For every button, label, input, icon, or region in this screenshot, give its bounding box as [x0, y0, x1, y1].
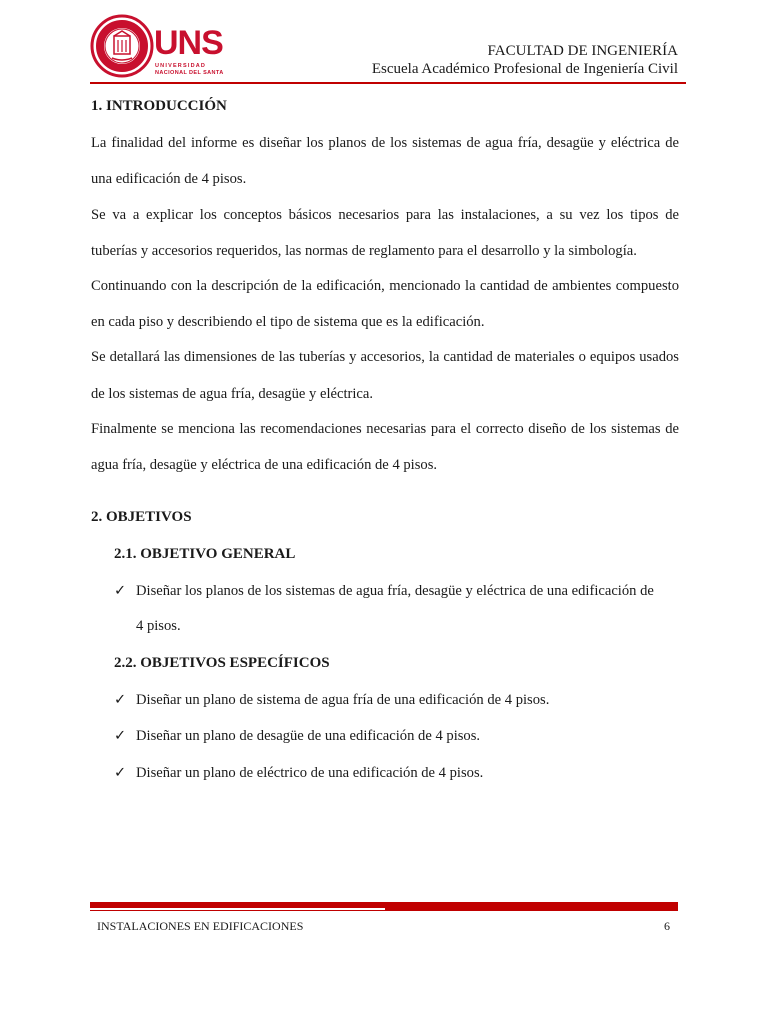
footer-divider-thin — [90, 910, 678, 911]
intro-line: en cada piso y describiendo el tipo de sistema que es la edificación. — [91, 314, 485, 330]
logo-subtitle-2: NACIONAL DEL SANTA — [155, 70, 224, 76]
objective-text: Diseñar los planos de los sistemas de agua fría, desagüe y eléctrica de una edificación de — [136, 583, 654, 599]
objective-item — [114, 691, 549, 709]
university-logo — [90, 12, 224, 86]
objective-item — [114, 764, 483, 782]
section-title-objetivos: 2. OBJETIVOS — [91, 509, 192, 525]
intro-line: de los sistemas de agua fría, desagüe y eléctrica. — [91, 386, 374, 402]
logo-wordmark: UNS — [154, 24, 223, 62]
checkmark-icon: ✓ — [114, 765, 127, 781]
intro-line: Se detallará las dimensiones de las tuberías y accesorios, la cantidad de materiales o equipos usados — [91, 349, 679, 365]
objective-text: Diseñar un plano de sistema de agua fría de una edificación de 4 pisos. — [136, 692, 550, 708]
footer-divider — [385, 902, 678, 910]
school-name: Escuela Académico Profesional de Ingeniería Civil — [371, 61, 678, 77]
intro-line: La finalidad del informe es diseñar los planos de los sistemas de agua fría, desagüe y eléctrica de — [91, 135, 679, 151]
page-number: 6 — [664, 919, 670, 933]
objective-item — [114, 582, 654, 600]
objective-text: Diseñar un plano de eléctrico de una edificación de 4 pisos. — [136, 765, 484, 781]
intro-line: agua fría, desagüe y eléctrica de una edificación de 4 pisos. — [91, 457, 438, 473]
objective-item — [114, 727, 480, 745]
subsection-title-objetivo-general: 2.1. OBJETIVO GENERAL — [114, 546, 296, 562]
intro-line: Finalmente se menciona las recomendaciones necesarias para el correcto diseño de los sistemas de — [91, 421, 679, 437]
faculty-name: FACULTAD DE INGENIERÍA — [487, 43, 678, 59]
intro-line: tuberías y accesorios requeridos, las normas de reglamento para el desarrollo y la simbología. — [91, 243, 637, 259]
intro-line: una edificación de 4 pisos. — [91, 171, 247, 187]
intro-line: Continuando con la descripción de la edificación, mencionado la cantidad de ambientes compuesto — [91, 278, 679, 294]
intro-line: Se va a explicar los conceptos básicos necesarios para las instalaciones, a su vez los tipos de — [91, 207, 679, 223]
footer-divider — [90, 902, 385, 908]
logo-subtitle-1: UNIVERSIDAD — [155, 63, 207, 69]
subsection-title-objetivos-especificos: 2.2. OBJETIVOS ESPECÍFICOS — [114, 655, 330, 671]
header-divider — [90, 82, 686, 84]
checkmark-icon: ✓ — [114, 692, 127, 708]
objective-text: Diseñar un plano de desagüe de una edificación de 4 pisos. — [136, 728, 481, 744]
section-title-introduccion: 1. INTRODUCCIÓN — [91, 98, 227, 114]
university-seal-icon — [90, 14, 154, 78]
footer-course-name: INSTALACIONES EN EDIFICACIONES — [97, 919, 304, 933]
checkmark-icon: ✓ — [114, 728, 127, 744]
checkmark-icon: ✓ — [114, 583, 127, 599]
objective-item-continuation: 4 pisos. — [136, 618, 181, 634]
